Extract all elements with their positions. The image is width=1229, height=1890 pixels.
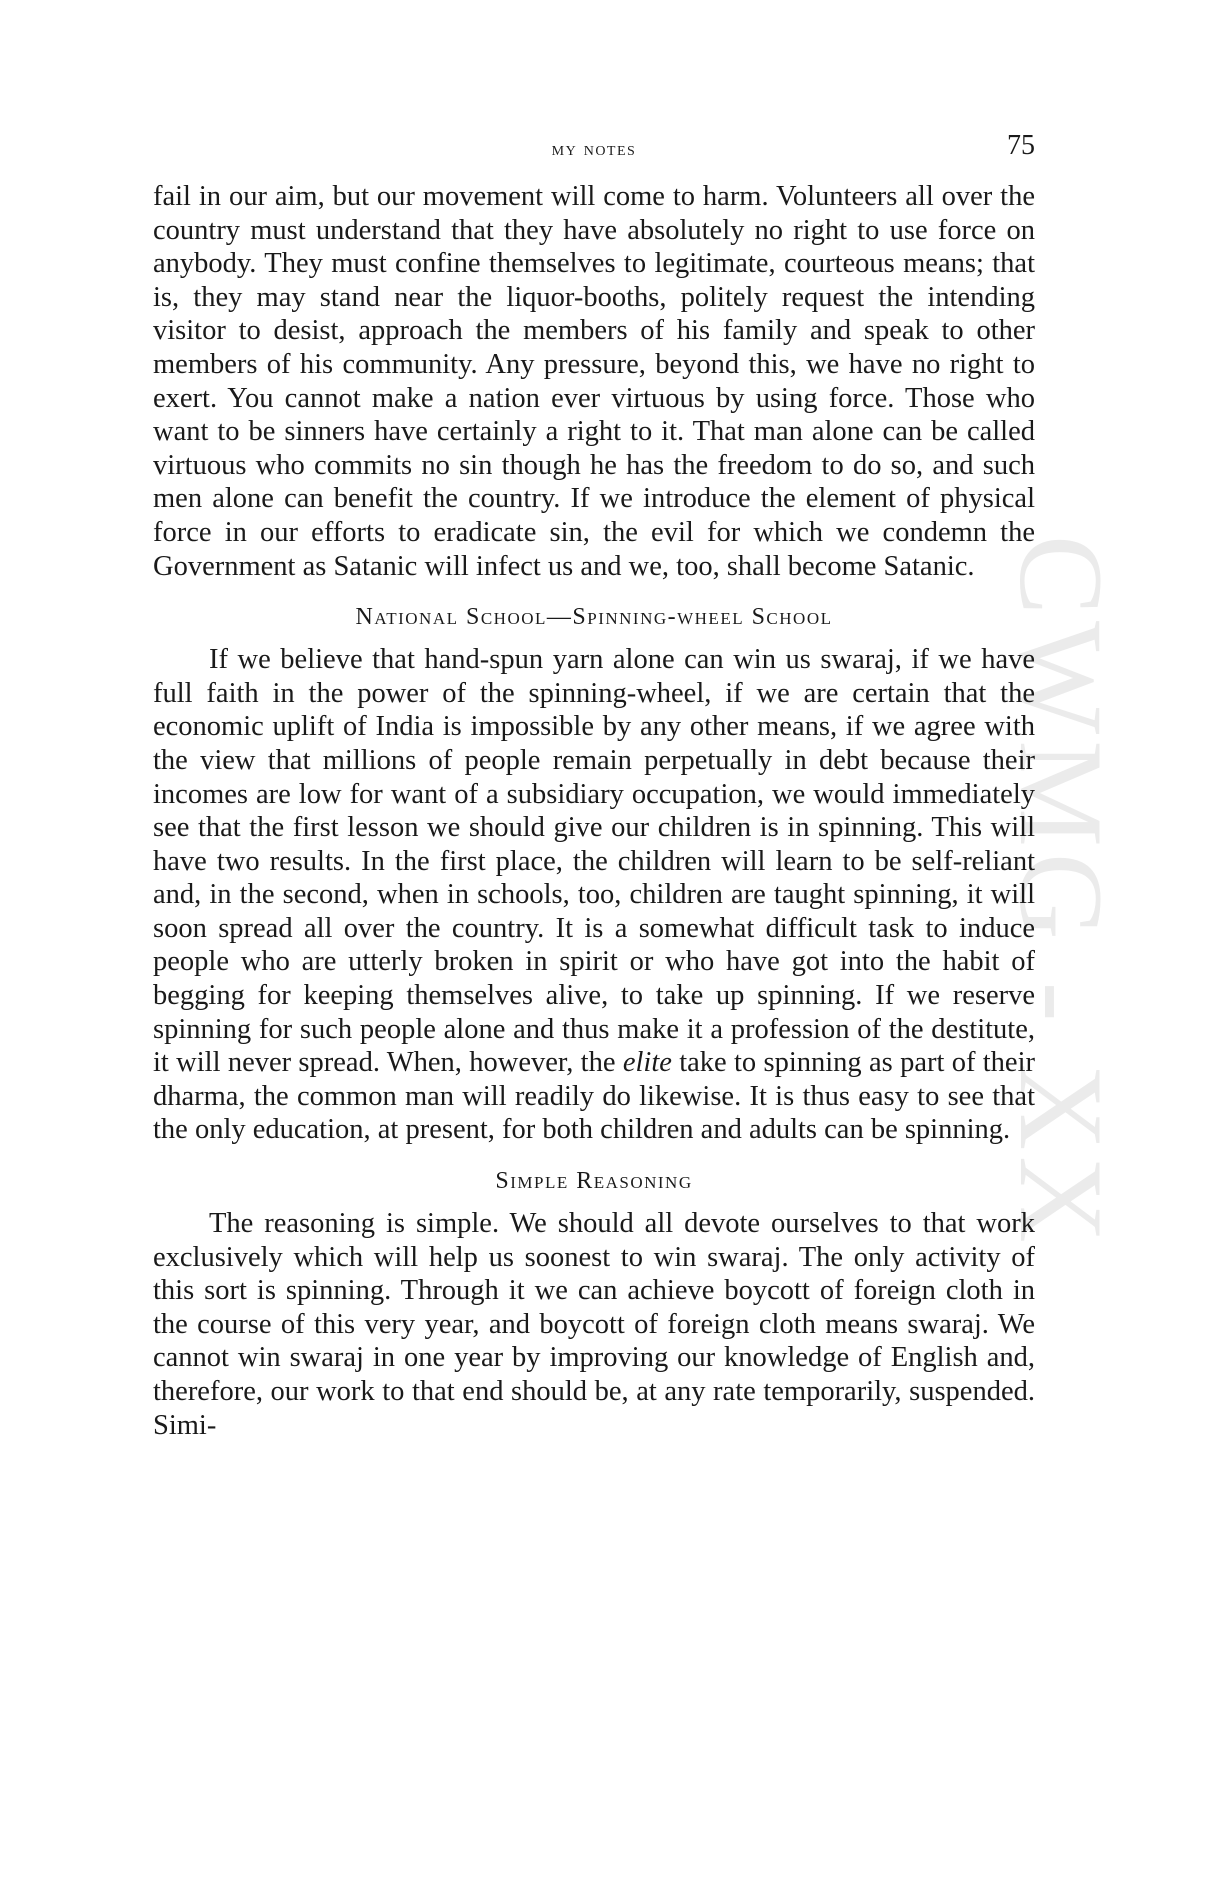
paragraph-2-text-b: take to spinning as part of their dharma, the common man will readily do likewise. It is thus easy to see that the only education, at present, for both children and adults can be spinning.	[153, 1047, 1035, 1146]
paragraph-1: fail in our aim, but our movement will come to harm. Volunteers all over the country must understand that they have absolutely no right to use force on anybody. They must confine themselves to legitimate, courteous means; that is, they may stand near the liquor-booths, politely request the intending visitor to desist, approach the members of his family and speak to other members of his community. Any pressure, beyond this, we have no right to exert. You cannot make a nation ever virtuous by using force. Those who want to be sinners have certainly a right to it. That man alone can be called virtuous who commits no sin though he has the freedom to do so, and such men alone can benefit the country. If we introduce the element of physical force in our efforts to eradicate sin, the evil for which we condemn the Government as Satanic will infect us and we, too, shall become Satanic.	[153, 181, 1035, 582]
running-title: my notes	[551, 138, 637, 160]
elite-italic: elite	[622, 1047, 672, 1079]
running-head	[153, 128, 1035, 168]
watermark-text: CWMG - XX	[995, 535, 1128, 1249]
page-content	[153, 128, 1035, 1442]
section-heading-national-school: National School—Spinning-wheel School	[355, 604, 833, 631]
page-number: 75	[1007, 130, 1035, 161]
section-heading-simple-reasoning: Simple Reasoning	[495, 1168, 693, 1195]
paragraph-2-text-a: If we believe that hand-spun yarn alone can win us swaraj, if we have full faith in the power of the spinning-wheel, if we are certain that the economic uplift of India is impossible by any other means, if we agree with the view that millions of people remain perpetually in debt because their incomes are low for want of a subsidiary occupation, we would immediately see that the first lesson we should give our children is in spinning. This will have two results. In the first place, the children will learn to be self-reliant and, in the second, when in schools, too, children are taught spinning, it will soon spread all over the country. It is a somewhat difficult task to induce people who are utterly broken in spirit or who have got into the habit of begging for keeping themselves alive, to take up spinning. If we reserve spinning for such people alone and thus make it a profession of the destitute, it will never spread. When, however, the	[153, 644, 1035, 1079]
paragraph-2	[153, 643, 1035, 1147]
paragraph-3: The reasoning is simple. We should all devote ourselves to that work exclusively which will help us soonest to win swaraj. The only activity of this sort is spinning. Through it we can achieve boycott of foreign cloth in the course of this very year, and boycott of foreign cloth means swaraj. We cannot win swaraj in one year by improving our knowledge of English and, therefore, our work to that end should be, at any rate temporarily, suspended. Simi-	[153, 1208, 1035, 1441]
